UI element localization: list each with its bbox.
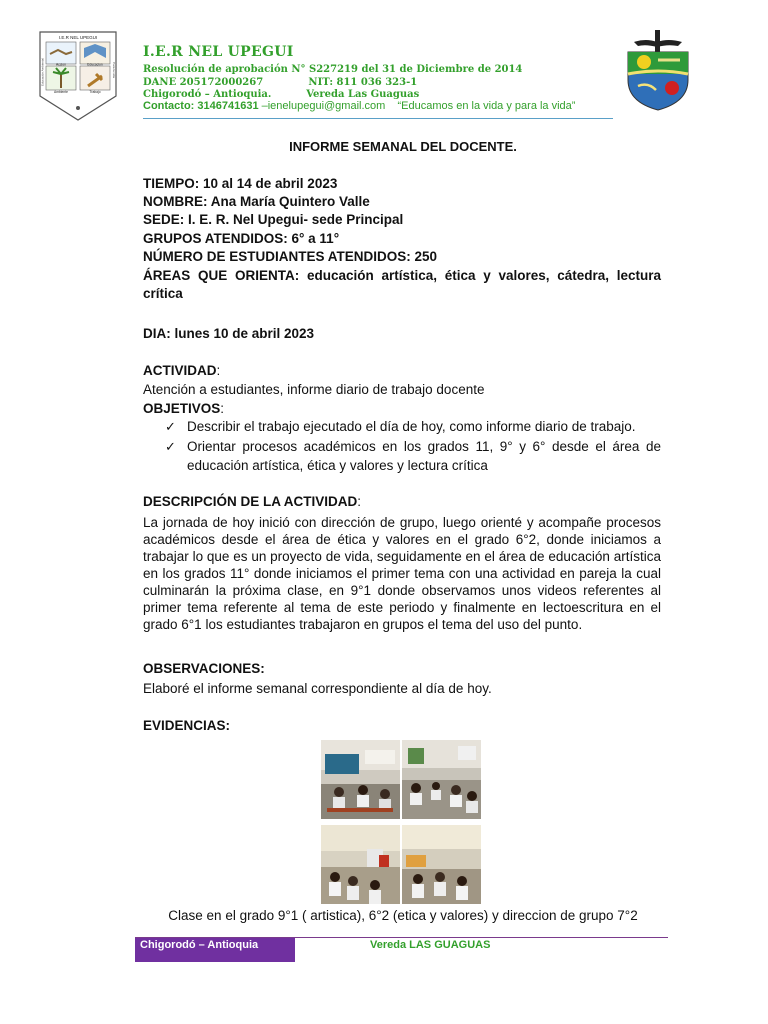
numero-estudiantes-line: NÚMERO DE ESTUDIANTES ATENDIDOS: 250 bbox=[143, 249, 438, 264]
resolution-line: Resolución de aprobación N° S227219 del 31 de Diciembre de 2014 bbox=[143, 64, 523, 75]
logo-side-left: Educación Ambiental bbox=[40, 57, 45, 87]
objetivo-item: Describir el trabajo ejecutado el día de hoy, como informe diario de trabajo. bbox=[187, 419, 636, 434]
dia-line: DIA: lunes 10 de abril 2023 bbox=[143, 326, 315, 341]
nombre-line: NOMBRE: Ana María Quintero Valle bbox=[143, 194, 370, 209]
objetivos-label: OBJETIVOS bbox=[143, 401, 221, 416]
evidence-photo bbox=[402, 740, 481, 819]
logo-title: I.E.R NEL UPEGUI bbox=[58, 35, 98, 40]
logo-cell-4: Trabajo bbox=[89, 90, 101, 94]
evidencias-heading: EVIDENCIAS: bbox=[143, 718, 231, 733]
contact-label: Contacto: 3146741631 bbox=[143, 100, 259, 112]
tiempo-line: TIEMPO: 10 al 14 de abril 2023 bbox=[143, 176, 338, 191]
evidence-photo bbox=[321, 825, 400, 904]
observaciones-heading: OBSERVACIONES: bbox=[143, 661, 265, 676]
contact-line bbox=[143, 100, 575, 112]
municipal-crest bbox=[618, 30, 698, 112]
dane-nit-line: DANE 205172000267 NIT: 811 036 323-1 bbox=[143, 77, 418, 88]
logo-cell-3: Ambiente bbox=[54, 90, 68, 94]
school-logo bbox=[36, 30, 120, 122]
footer-left-text: Chigorodó – Antioquia bbox=[140, 939, 259, 951]
school-name: I.E.R NEL UPEGUI bbox=[143, 44, 294, 60]
evidence-caption: Clase en el grado 9°1 ( artistica), 6°2 (etica y valores) y direccion de grupo 7°2 bbox=[168, 908, 638, 923]
observaciones-text: Elaboré el informe semanal correspondiente al día de hoy. bbox=[143, 681, 492, 696]
descripcion-label: DESCRIPCIÓN DE LA ACTIVIDAD bbox=[143, 494, 358, 509]
sede-line: SEDE: I. E. R. Nel Upegui- sede Principal bbox=[143, 212, 404, 227]
descripcion-text: La jornada de hoy inició con dirección de grupo, luego orienté y acompañe procesos académicos desde el área de ética y valores en el grado 6°2, donde iniciamos a trabajar lo que es un proyecto de vida, seguidamente en el área de educación artística en los grados 11° donde iniciamos el primer tema con una actividad en pareja la cual culminarán la próxima clase, en 9°1 donde observamos unos videos referentes al primer tema referente al tema de este periodo y finalmente en lectoescritura en el grado 6°1 los estudiantes trabajaron en grupos el tema del uso del punto. bbox=[143, 515, 661, 632]
actividad-label: ACTIVIDAD bbox=[143, 363, 217, 378]
descripcion-heading: DESCRIPCIÓN DE LA ACTIVIDAD: bbox=[143, 494, 362, 509]
header-divider bbox=[143, 118, 613, 119]
location-line: Chigorodó – Antioquia. Vereda Las Guaguas bbox=[143, 89, 420, 100]
objetivos-heading: OBJETIVOS: bbox=[143, 401, 225, 416]
report-title: INFORME SEMANAL DEL DOCENTE. bbox=[289, 139, 517, 154]
actividad-heading: ACTIVIDAD: bbox=[143, 363, 221, 378]
evidence-photo bbox=[321, 740, 400, 819]
areas-line: ÁREAS QUE ORIENTA: educación artística, ética y valores, cátedra, lectura crítica bbox=[143, 268, 661, 301]
checkmark-icon: ✓ bbox=[165, 439, 176, 454]
logo-cell-2: Educacion bbox=[87, 62, 103, 67]
footer-right-text: Vereda LAS GUAGUAS bbox=[370, 939, 491, 951]
logo-side-right: Para la vida bbox=[112, 62, 116, 78]
objetivo-item: Orientar procesos académicos en los grados 11, 9° y 6° desde el área de educación artística, ética y valores y lectura crítica bbox=[187, 439, 661, 473]
contact-email-motto: –ienelupegui@gmail.com “Educamos en la vida y para la vida” bbox=[258, 100, 576, 112]
evidence-photo bbox=[402, 825, 481, 904]
grupos-line: GRUPOS ATENDIDOS: 6° a 11° bbox=[143, 231, 340, 246]
logo-cell-1: Accion bbox=[56, 62, 66, 67]
checkmark-icon: ✓ bbox=[165, 419, 176, 434]
actividad-text: Atención a estudiantes, informe diario de trabajo docente bbox=[143, 382, 485, 397]
